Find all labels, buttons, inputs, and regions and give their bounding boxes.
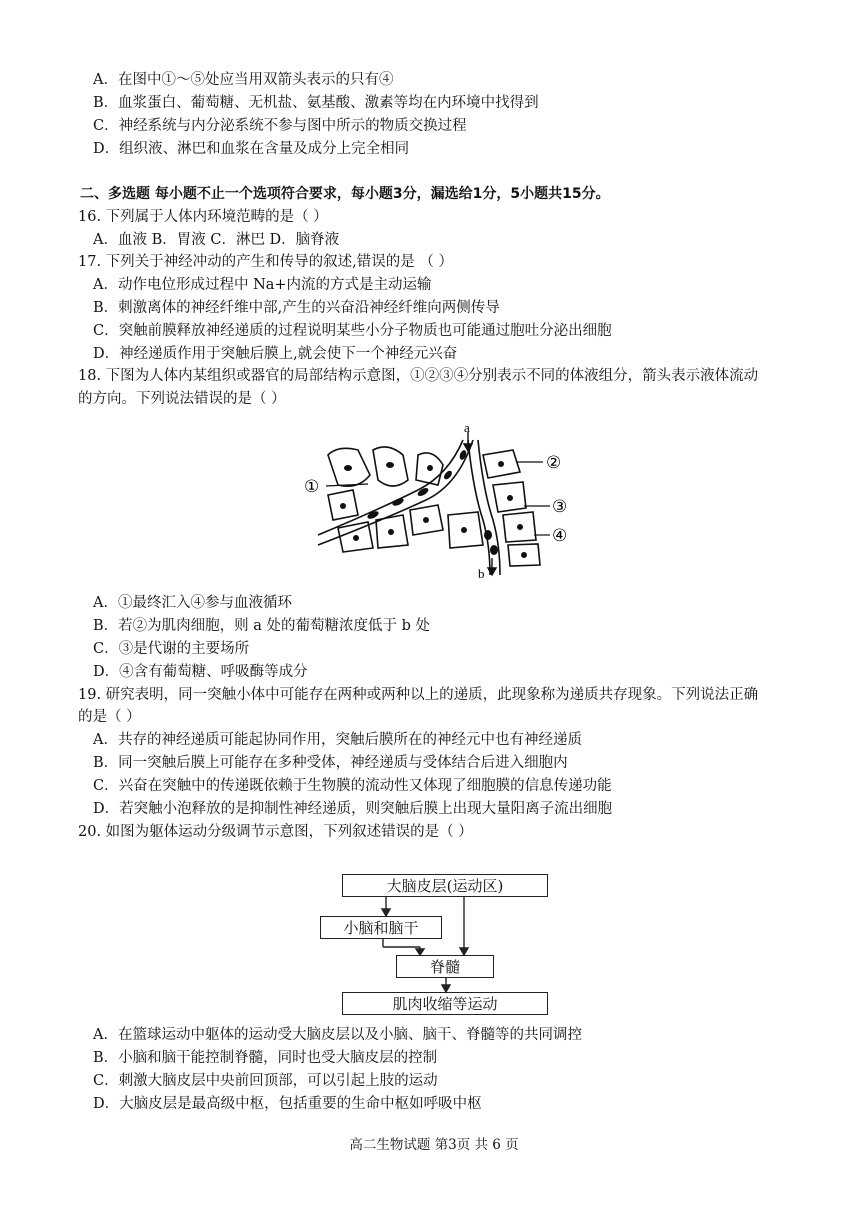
box-spinal-cord: 脊髓 (396, 955, 494, 978)
q19-option-c: C．兴奋在突触中的传递既依赖于生物膜的流动性又体现了细胞膜的信息传递功能 (93, 778, 612, 794)
box-cerebral-cortex: 大脑皮层(运动区) (342, 874, 548, 897)
q15-option-a: A．在图中①～⑤处应当用双箭头表示的只有④ (93, 72, 394, 88)
box-muscle-movement: 肌肉收缩等运动 (342, 992, 548, 1015)
figure-label-a: a (464, 420, 470, 435)
q18-option-d: D．④含有葡萄糖、呼吸酶等成分 (93, 664, 308, 680)
q18-option-c: C．③是代谢的主要场所 (93, 641, 250, 657)
q20-option-b: B．小脑和脑干能控制脊髓，同时也受大脑皮层的控制 (93, 1050, 438, 1066)
q17-option-b: B．刺激离体的神经纤维中部,产生的兴奋沿神经纤维向两侧传导 (93, 300, 500, 316)
figure-label-1: ① (304, 477, 320, 497)
q16-stem: 16. 下列属于人体内环境范畴的是（ ） (78, 209, 328, 225)
q19-option-d: D．若突触小泡释放的是抑制性神经递质，则突触后膜上出现大量阳离子流出细胞 (93, 801, 613, 817)
q19-option-a: A．共存的神经递质可能起协同作用，突触后膜所在的神经元中也有神经递质 (93, 732, 582, 748)
q17-option-c: C．突触前膜释放神经递质的过程说明某些小分子物质也可能通过胞吐分泌出细胞 (93, 323, 612, 339)
tissue-structure-figure (298, 420, 588, 580)
figure-label-3: ③ (552, 497, 568, 517)
q19-stem-line1: 19. 研究表明，同一突触小体中可能存在两种或两种以上的递质，此现象称为递质共存现象。下列说法正确 (78, 687, 759, 703)
q18-option-b: B．若②为肌肉细胞，则 a 处的葡萄糖浓度低于 b 处 (93, 618, 431, 634)
figure-label-2: ② (546, 453, 562, 473)
q17-stem: 17. 下列关于神经冲动的产生和传导的叙述,错误的是 （ ） (78, 254, 453, 270)
q18-stem-line2: 的方向。下列说法错误的是（ ） (78, 391, 286, 407)
q20-option-a: A．在篮球运动中躯体的运动受大脑皮层以及小脑、脑干、脊髓等的共同调控 (93, 1027, 582, 1043)
figure-label-b: b (478, 566, 485, 580)
q18-option-a: A．①最终汇入④参与血液循环 (93, 595, 292, 611)
q17-option-a: A．动作电位形成过程中 Na+内流的方式是主动运输 (93, 277, 432, 293)
figure-label-4: ④ (552, 526, 568, 546)
q15-option-b: B．血浆蛋白、葡萄糖、无机盐、氨基酸、激素等均在内环境中找得到 (93, 95, 539, 111)
q16-options: A．血液 B．胃液 C．淋巴 D．脑脊液 (93, 232, 340, 248)
q18-stem-line1: 18. 下图为人体内某组织或器官的局部结构示意图，①②③④分别表示不同的体液组分，箭头表示液体流动 (78, 368, 759, 384)
q20-option-c: C．刺激大脑皮层中央前回顶部，可以引起上肢的运动 (93, 1073, 438, 1089)
q17-option-d: D．神经递质作用于突触后膜上,就会使下一个神经元兴奋 (93, 346, 458, 362)
q19-stem-line2: 的是（ ） (78, 709, 141, 725)
q15-option-c: C．神经系统与内分泌系统不参与图中所示的物质交换过程 (93, 118, 467, 134)
q15-option-d: D．组织液、淋巴和血浆在含量及成分上完全相同 (93, 141, 410, 157)
box-cerebellum-brainstem: 小脑和脑干 (320, 916, 442, 939)
page-footer: 高二生物试题 第3页 共 6 页 (349, 1137, 519, 1153)
section-title: 二、多选题 每小题不止一个选项符合要求，每小题3分，漏选给1分，5小题共15分。 (80, 186, 610, 202)
q20-option-d: D．大脑皮层是最高级中枢，包括重要的生命中枢如呼吸中枢 (93, 1096, 482, 1112)
q19-option-b: B．同一突触后膜上可能存在多种受体，神经递质与受体结合后进入细胞内 (93, 755, 568, 771)
q20-stem: 20. 如图为躯体运动分级调节示意图，下列叙述错误的是（ ） (78, 824, 473, 840)
